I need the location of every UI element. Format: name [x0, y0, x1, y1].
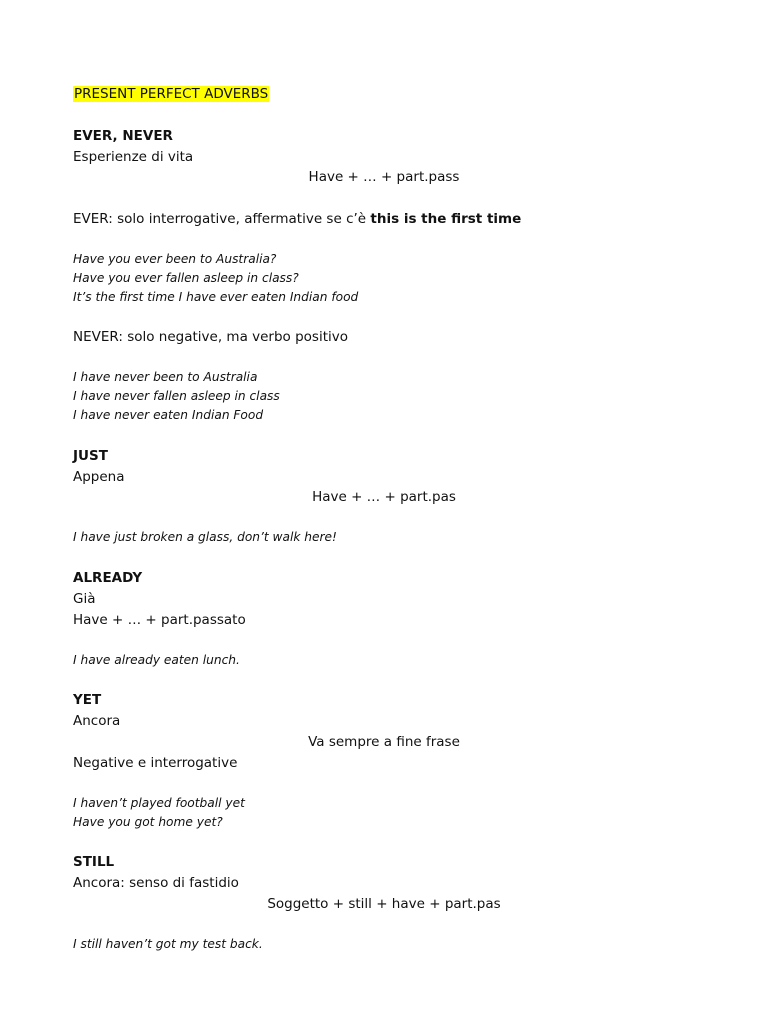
- ever-example: Have you ever been to Australia?: [73, 252, 277, 266]
- position-yet: Va sempre a fine frase: [308, 734, 460, 750]
- document-title: PRESENT PERFECT ADVERBS: [74, 86, 269, 102]
- meaning-ever-never: Esperienze di vita: [73, 149, 194, 165]
- meaning-yet: Ancora: [73, 713, 121, 729]
- title-line: [73, 85, 269, 103]
- example-still: I still haven’t got my test back.: [73, 937, 263, 951]
- heading-still: STILL: [73, 854, 115, 870]
- formula-just: Have + … + part.pas: [312, 489, 456, 505]
- heading-just: JUST: [73, 448, 108, 464]
- example-yet: Have you got home yet?: [73, 815, 223, 829]
- formula-ever-never: Have + … + part.pass: [308, 169, 460, 185]
- never-example: I have never been to Australia: [73, 370, 258, 384]
- example-yet: I haven’t played football yet: [73, 796, 245, 810]
- heading-yet: YET: [73, 692, 102, 708]
- meaning-already: Già: [73, 591, 96, 607]
- formula-still: Soggetto + still + have + part.pas: [267, 896, 501, 912]
- never-example: I have never fallen asleep in class: [73, 389, 280, 403]
- ever-example: It’s the first time I have ever eaten Indian food: [73, 290, 359, 304]
- heading-already: ALREADY: [73, 570, 143, 586]
- never-example: I have never eaten Indian Food: [73, 408, 264, 422]
- ever-rule: [73, 210, 521, 228]
- ever-example: Have you ever fallen asleep in class?: [73, 271, 299, 285]
- usage-yet: Negative e interrogative: [73, 755, 238, 771]
- ever-rule-text: EVER: solo interrogative, affermative se c’è: [73, 211, 371, 227]
- ever-rule-bold: this is the first time: [370, 211, 522, 227]
- example-just: I have just broken a glass, don’t walk here!: [73, 530, 337, 544]
- heading-ever-never: EVER, NEVER: [73, 128, 173, 144]
- never-rule: NEVER: solo negative, ma verbo positivo: [73, 329, 349, 345]
- meaning-still: Ancora: senso di fastidio: [73, 875, 239, 891]
- meaning-just: Appena: [73, 469, 125, 485]
- example-already: I have already eaten lunch.: [73, 653, 240, 667]
- formula-already: Have + … + part.passato: [73, 612, 246, 628]
